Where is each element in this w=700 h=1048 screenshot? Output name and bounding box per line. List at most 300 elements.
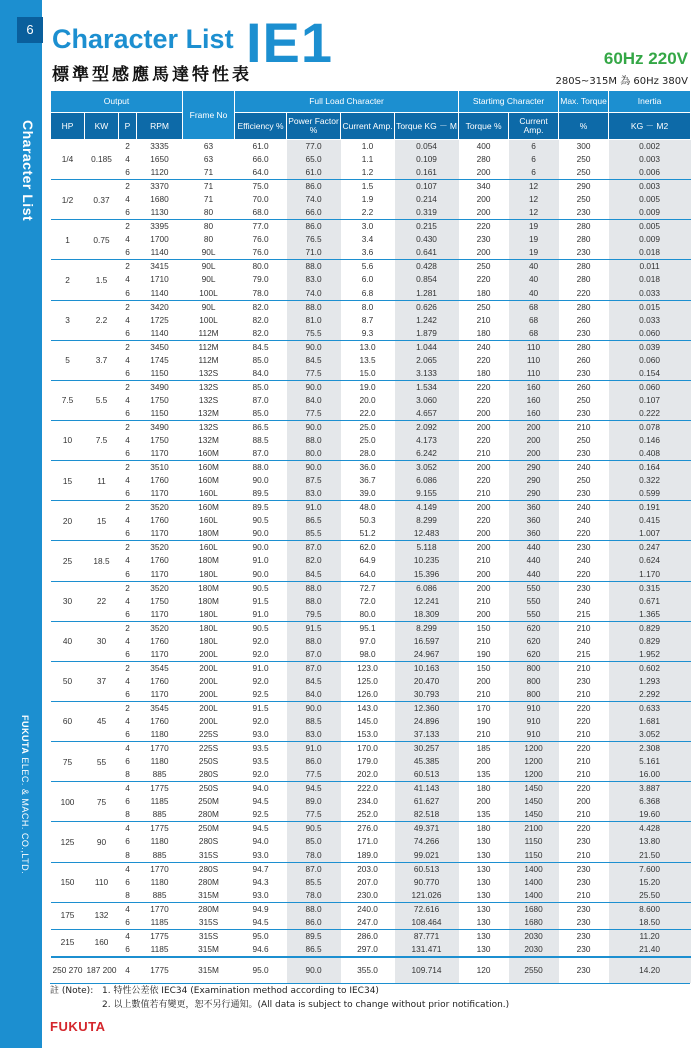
- cell-torque-kgm: 0.107: [395, 180, 459, 194]
- cell-current: 276.0: [341, 822, 395, 836]
- table-row: [51, 394, 691, 407]
- cell-frame: 180L: [183, 621, 235, 635]
- cell-rpm: 1180: [150, 836, 169, 847]
- cell-pole: 4: [119, 782, 137, 796]
- table-row: [51, 835, 691, 848]
- cell-frame: 112M: [183, 340, 235, 354]
- header-torque-pct: Torque %: [459, 113, 509, 140]
- cell-frame: 160L: [199, 488, 218, 499]
- table-row: [51, 140, 691, 154]
- cell-pole: 6: [125, 836, 130, 847]
- cell-frame: 315S: [183, 929, 235, 943]
- cell-hp: 30: [51, 581, 85, 621]
- cell-efficiency: 89.5: [235, 501, 287, 515]
- cell-start-current: 6: [509, 153, 559, 166]
- cell-frame: 180L: [199, 635, 218, 646]
- cell-hp: 60: [51, 701, 85, 741]
- cell-torque-kgm: 60.513: [395, 768, 459, 782]
- cell-torque-pct: 200: [459, 501, 509, 515]
- cell-efficiency: 92.0: [252, 769, 269, 780]
- cell-torque-kgm: 41.143: [395, 782, 459, 796]
- cell-frame: 63: [203, 154, 214, 165]
- cell-kw: 18.5: [85, 541, 119, 581]
- cell-current: 64.9: [359, 555, 376, 566]
- table-row: [51, 902, 691, 916]
- cell-current: 230.0: [357, 889, 378, 900]
- cell-rpm: 3510: [137, 461, 183, 475]
- cell-efficiency: 82.0: [235, 300, 287, 314]
- cell-pole: 2: [119, 140, 137, 154]
- cell-torque-kgm: 60.513: [395, 862, 459, 876]
- cell-power-factor: 91.0: [287, 742, 341, 756]
- cell-pole: 4: [125, 475, 130, 486]
- cell-rpm: 885: [152, 809, 167, 820]
- cell-rpm: 3520: [137, 541, 183, 555]
- cell-efficiency: 85.0: [252, 407, 269, 418]
- cell-torque-kgm: 12.360: [395, 701, 459, 715]
- cell-pole: 2: [119, 180, 137, 194]
- cell-rpm: 1185: [150, 916, 169, 927]
- cell-frame: 315M: [198, 889, 219, 900]
- table-row: [51, 768, 691, 782]
- table-row: [51, 728, 691, 742]
- cell-current: 189.0: [357, 849, 378, 860]
- cell-kw: 22: [85, 581, 119, 621]
- cell-torque-pct: 130: [459, 929, 509, 943]
- cell-hp: 175: [51, 902, 85, 929]
- header-frame-no: Frame No: [183, 91, 235, 140]
- table-row: [51, 621, 691, 635]
- cell-start-current: 160: [509, 380, 559, 394]
- cell-frame: 280S: [198, 769, 219, 780]
- cell-inertia: 0.002: [609, 140, 691, 154]
- cell-inertia: 2.308: [609, 742, 691, 756]
- cell-frame: 280M: [198, 809, 219, 820]
- cell-pole: 6: [125, 247, 130, 258]
- title-ie1: IE1: [246, 11, 334, 74]
- cell-rpm: 1150: [150, 367, 169, 378]
- cell-max-torque: 210: [576, 889, 591, 900]
- cell-torque-kgm: 16.597: [395, 635, 459, 648]
- cell-max-torque: 210: [559, 420, 609, 434]
- cell-torque-pct: 200: [476, 568, 491, 579]
- cell-power-factor: 88.0: [287, 300, 341, 314]
- side-company-rest: ELEC. & MACH. CO.,LTD.: [20, 754, 30, 875]
- cell-pole: 6: [125, 167, 130, 178]
- cell-current: 1.5: [341, 180, 395, 194]
- cell-pole: 2: [119, 461, 137, 475]
- cell-pole: 4: [119, 742, 137, 756]
- cell-power-factor: 77.5: [287, 407, 341, 421]
- cell-max-torque: 280: [559, 340, 609, 354]
- cell-max-torque: 230: [576, 876, 591, 887]
- cell-rpm: 1180: [150, 756, 169, 767]
- cell-torque-kgm: 82.518: [395, 808, 459, 822]
- cell-power-factor: 86.5: [287, 943, 341, 957]
- cell-efficiency: 92.0: [252, 635, 269, 646]
- cell-current: 36.0: [341, 461, 395, 475]
- cell-hp: 2: [51, 260, 85, 300]
- cell-current: 9.3: [361, 327, 374, 338]
- cell-max-torque: 230: [559, 581, 609, 595]
- cell-torque-kgm: 4.173: [395, 434, 459, 447]
- cell-inertia: 0.006: [609, 166, 691, 180]
- cell-inertia: 1.681: [609, 715, 691, 728]
- cell-inertia: 0.018: [609, 273, 691, 286]
- cell-power-factor: 88.0: [287, 434, 341, 447]
- cell-kw: 5.5: [85, 380, 119, 420]
- cell-inertia: 0.602: [609, 661, 691, 675]
- cell-torque-kgm: 0.054: [395, 140, 459, 154]
- cell-pole: 6: [125, 448, 130, 459]
- cell-rpm: 885: [152, 769, 167, 780]
- cell-torque-kgm: 0.109: [395, 153, 459, 166]
- cell-torque-kgm: 12.241: [395, 595, 459, 608]
- cell-frame: 180L: [199, 568, 218, 579]
- cell-max-torque: 230: [576, 327, 591, 338]
- cell-start-current: 40: [509, 260, 559, 274]
- cell-efficiency: 66.0: [252, 154, 269, 165]
- cell-efficiency: 90.0: [252, 528, 269, 539]
- cell-start-current: 620: [509, 635, 559, 648]
- cell-max-torque: 220: [576, 287, 591, 298]
- cell-frame: 315M: [198, 943, 219, 954]
- cell-pole: 4: [119, 929, 137, 943]
- cell-inertia: 0.624: [609, 554, 691, 567]
- cell-inertia: 0.015: [609, 300, 691, 314]
- cell-torque-kgm: 3.060: [395, 394, 459, 407]
- cell-frame: 112M: [198, 327, 219, 338]
- table-row: [51, 648, 691, 662]
- cell-inertia: 0.060: [609, 327, 691, 341]
- cell-inertia: 0.633: [609, 701, 691, 715]
- cell-power-factor: 87.0: [287, 862, 341, 876]
- cell-torque-pct: 220: [476, 435, 491, 446]
- cell-pole: 6: [125, 756, 130, 767]
- cell-max-torque: 250: [576, 194, 591, 205]
- cell-rpm: 1700: [150, 234, 169, 245]
- cell-frame: 200L: [199, 716, 218, 727]
- table-row: [51, 795, 691, 808]
- cell-torque-pct: 130: [476, 849, 491, 860]
- cell-inertia: 2.292: [609, 688, 691, 702]
- cell-frame: 315S: [198, 849, 219, 860]
- cell-current: 1.2: [361, 167, 374, 178]
- cell-torque-kgm: 99.021: [395, 849, 459, 863]
- cell-pole: 8: [125, 769, 130, 780]
- cell-torque-pct: 130: [459, 862, 509, 876]
- table-row: [51, 661, 691, 675]
- cell-efficiency: 93.0: [252, 849, 269, 860]
- cell-start-current: 160: [509, 394, 559, 407]
- cell-efficiency: 79.0: [252, 274, 269, 285]
- table-row: [51, 541, 691, 555]
- cell-kw: 0.185: [85, 140, 119, 180]
- cell-current: 1.1: [361, 154, 374, 165]
- table-row: [51, 367, 691, 381]
- cell-power-factor: 78.0: [287, 849, 341, 863]
- cell-kw: 90: [85, 822, 119, 862]
- cell-start-current: 2550: [509, 957, 559, 983]
- cell-hp: 215: [51, 929, 85, 957]
- cell-power-factor: 84.0: [287, 688, 341, 702]
- cell-inertia: 0.671: [609, 595, 691, 608]
- side-company: [12, 715, 30, 915]
- table-row: [51, 314, 691, 327]
- cell-inertia: 0.322: [609, 474, 691, 487]
- cell-frame: 180M: [198, 595, 219, 606]
- cell-start-current: 440: [509, 568, 559, 582]
- cell-power-factor: 81.0: [287, 314, 341, 327]
- cell-start-current: 360: [509, 514, 559, 527]
- table-row: [51, 595, 691, 608]
- cell-current: 5.6: [341, 260, 395, 274]
- table-row: [51, 340, 691, 354]
- cell-rpm: 3370: [137, 180, 183, 194]
- cell-efficiency: 88.5: [252, 435, 269, 446]
- cell-current: 125.0: [357, 675, 378, 686]
- table-row: [51, 889, 691, 903]
- table-row: [51, 916, 691, 930]
- cell-pole: 6: [125, 648, 130, 659]
- cell-start-current: 910: [509, 701, 559, 715]
- cell-max-torque: 210: [576, 809, 591, 820]
- cell-frame: 132M: [198, 407, 219, 418]
- cell-inertia: 19.60: [609, 808, 691, 822]
- note-line-2: 2. 以上數值若有變更，恕不另行通知。(All data is subject to change without prior notification.): [102, 999, 510, 1010]
- cell-frame: 160L: [183, 541, 235, 555]
- cell-efficiency: 92.5: [252, 809, 269, 820]
- cell-efficiency: 84.0: [252, 367, 269, 378]
- cell-efficiency: 93.5: [235, 742, 287, 756]
- cell-rpm: 1185: [150, 943, 169, 954]
- table-row: [51, 876, 691, 889]
- cell-start-current: 290: [509, 487, 559, 501]
- cell-current: 234.0: [357, 796, 378, 807]
- cell-rpm: 1710: [150, 274, 169, 285]
- table-row: [51, 487, 691, 501]
- cell-torque-pct: 200: [476, 167, 491, 178]
- cell-current: 20.0: [359, 394, 376, 405]
- cell-torque-kgm: 6.086: [395, 474, 459, 487]
- cell-inertia: 0.154: [609, 367, 691, 381]
- cell-inertia: 15.20: [609, 876, 691, 889]
- cell-max-torque: 230: [559, 902, 609, 916]
- cell-torque-kgm: 49.371: [395, 822, 459, 836]
- cell-torque-pct: 250: [459, 300, 509, 314]
- table-row: [51, 501, 691, 515]
- cell-torque-pct: 180: [476, 367, 491, 378]
- cell-start-current: 110: [509, 367, 559, 381]
- cell-start-current: 19: [509, 220, 559, 234]
- cell-hp: 250 270: [51, 957, 85, 983]
- cell-inertia: 7.600: [609, 862, 691, 876]
- cell-power-factor: 94.5: [287, 782, 341, 796]
- cell-current: 126.0: [357, 688, 378, 699]
- header-power-factor: Power Factor %: [287, 113, 341, 140]
- cell-start-current: 620: [509, 621, 559, 635]
- cell-power-factor: 87.0: [287, 661, 341, 675]
- table-row: [51, 581, 691, 595]
- cell-torque-pct: 210: [476, 688, 491, 699]
- cell-start-current: 1200: [509, 742, 559, 756]
- table-row: [51, 447, 691, 461]
- cell-start-current: 6: [509, 166, 559, 180]
- cell-rpm: 1150: [150, 407, 169, 418]
- header-rpm: RPM: [137, 113, 183, 140]
- cell-power-factor: 85.5: [287, 876, 341, 889]
- cell-torque-pct: 220: [476, 274, 491, 285]
- cell-inertia: 0.039: [609, 340, 691, 354]
- cell-frame: 200L: [199, 675, 218, 686]
- cell-kw: 160: [85, 929, 119, 957]
- cell-pole: 4: [125, 675, 130, 686]
- cell-max-torque: 290: [559, 180, 609, 194]
- cell-kw: 110: [85, 862, 119, 902]
- cell-torque-kgm: 72.616: [395, 902, 459, 916]
- cell-rpm: 1170: [150, 608, 169, 619]
- cell-start-current: 1200: [509, 768, 559, 782]
- cell-max-torque: 220: [576, 716, 591, 727]
- cell-rpm: 1725: [150, 314, 169, 325]
- cell-torque-pct: 200: [459, 420, 509, 434]
- cell-power-factor: 84.5: [287, 568, 341, 582]
- table-row: [51, 808, 691, 822]
- table-row: [51, 193, 691, 206]
- header-start-current: Current Amp.: [509, 113, 559, 140]
- cell-start-current: 1680: [509, 916, 559, 930]
- cell-max-torque: 230: [576, 247, 591, 258]
- cell-inertia: 0.078: [609, 420, 691, 434]
- cell-power-factor: 84.0: [287, 394, 341, 407]
- cell-torque-pct: 210: [476, 488, 491, 499]
- table-row: [51, 554, 691, 567]
- cell-inertia: 25.50: [609, 889, 691, 903]
- cell-efficiency: 94.5: [235, 822, 287, 836]
- cell-frame: 71: [183, 180, 235, 194]
- cell-torque-kgm: 3.052: [395, 461, 459, 475]
- cell-max-torque: 280: [576, 234, 591, 245]
- cell-frame: 132S: [198, 367, 219, 378]
- cell-inertia: 21.50: [609, 849, 691, 863]
- frame-note: 280S~315M 為 60Hz 380V: [555, 76, 688, 87]
- header-max-torque-pct: %: [559, 113, 609, 140]
- cell-efficiency: 87.0: [252, 394, 269, 405]
- cell-max-torque: 210: [576, 688, 591, 699]
- cell-pole: 6: [125, 327, 130, 338]
- cell-torque-pct: 220: [476, 515, 491, 526]
- cell-power-factor: 85.0: [287, 835, 341, 848]
- table-row: [51, 206, 691, 220]
- cell-torque-kgm: 109.714: [395, 957, 459, 983]
- cell-current: 143.0: [341, 701, 395, 715]
- cell-current: 3.6: [361, 247, 374, 258]
- cell-power-factor: 77.5: [287, 808, 341, 822]
- cell-efficiency: 93.5: [252, 756, 269, 767]
- cell-rpm: 3335: [137, 140, 183, 154]
- table-row: [51, 246, 691, 260]
- cell-power-factor: 77.5: [287, 768, 341, 782]
- cell-efficiency: 82.0: [252, 327, 269, 338]
- cell-hp: 10: [51, 420, 85, 460]
- cell-current: 8.0: [341, 300, 395, 314]
- cell-power-factor: 80.0: [287, 447, 341, 461]
- cell-current: 62.0: [341, 541, 395, 555]
- cell-kw: 3.7: [85, 340, 119, 380]
- cell-frame: 180L: [199, 608, 218, 619]
- cell-kw: 0.75: [85, 220, 119, 260]
- cell-inertia: 0.146: [609, 434, 691, 447]
- cell-rpm: 885: [152, 889, 167, 900]
- cell-frame: 180M: [198, 528, 219, 539]
- cell-pole: 4: [125, 274, 130, 285]
- cell-torque-kgm: 87.771: [395, 929, 459, 943]
- cell-frame: 100L: [199, 314, 218, 325]
- cell-power-factor: 88.0: [287, 260, 341, 274]
- cell-efficiency: 78.0: [252, 287, 269, 298]
- cell-efficiency: 87.0: [252, 448, 269, 459]
- cell-efficiency: 94.6: [252, 943, 269, 954]
- table-row: [51, 822, 691, 836]
- cell-max-torque: 230: [559, 957, 609, 983]
- cell-hp: 50: [51, 661, 85, 701]
- cell-torque-pct: 130: [476, 836, 491, 847]
- cell-power-factor: 90.0: [287, 701, 341, 715]
- cell-rpm: 1130: [150, 207, 169, 218]
- cell-torque-pct: 150: [459, 621, 509, 635]
- cell-max-torque: 210: [576, 756, 591, 767]
- cell-torque-pct: 200: [476, 528, 491, 539]
- cell-max-torque: 280: [559, 260, 609, 274]
- cell-torque-pct: 135: [476, 809, 491, 820]
- cell-max-torque: 210: [576, 729, 591, 740]
- cell-torque-kgm: 37.133: [395, 728, 459, 742]
- table-row: [51, 688, 691, 702]
- cell-frame: 80: [203, 234, 214, 245]
- cell-power-factor: 90.0: [287, 420, 341, 434]
- cell-power-factor: 86.5: [287, 514, 341, 527]
- cell-rpm: 3520: [137, 621, 183, 635]
- cell-inertia: 3.052: [609, 728, 691, 742]
- cell-max-torque: 300: [559, 140, 609, 154]
- cell-pole: 8: [125, 889, 130, 900]
- cell-efficiency: 90.5: [235, 621, 287, 635]
- cell-torque-pct: 150: [459, 661, 509, 675]
- page-title-chinese: 標準型感應馬達特性表: [52, 65, 252, 85]
- cell-kw: 75: [85, 782, 119, 822]
- cell-frame: 200L: [183, 661, 235, 675]
- cell-torque-kgm: 6.086: [395, 581, 459, 595]
- cell-start-current: 800: [509, 675, 559, 688]
- cell-inertia: 0.315: [609, 581, 691, 595]
- cell-max-torque: 250: [576, 435, 591, 446]
- cell-start-current: 1200: [509, 755, 559, 768]
- cell-pole: 2: [119, 300, 137, 314]
- side-title: Character List: [20, 120, 36, 222]
- cell-torque-pct: 200: [476, 796, 491, 807]
- cell-efficiency: 91.0: [252, 608, 269, 619]
- note-text-1: 1. 特性公差依 IEC34 (Examination method according to IEC34): [102, 986, 379, 996]
- cell-pole: 6: [125, 943, 130, 954]
- cell-max-torque: 280: [559, 300, 609, 314]
- table-row: [51, 862, 691, 876]
- cell-current: 15.0: [359, 367, 376, 378]
- cell-current: 25.0: [341, 420, 395, 434]
- cell-pole: 6: [125, 287, 130, 298]
- cell-frame: 100L: [199, 287, 218, 298]
- cell-start-current: 19: [509, 233, 559, 246]
- cell-frame: 200L: [183, 701, 235, 715]
